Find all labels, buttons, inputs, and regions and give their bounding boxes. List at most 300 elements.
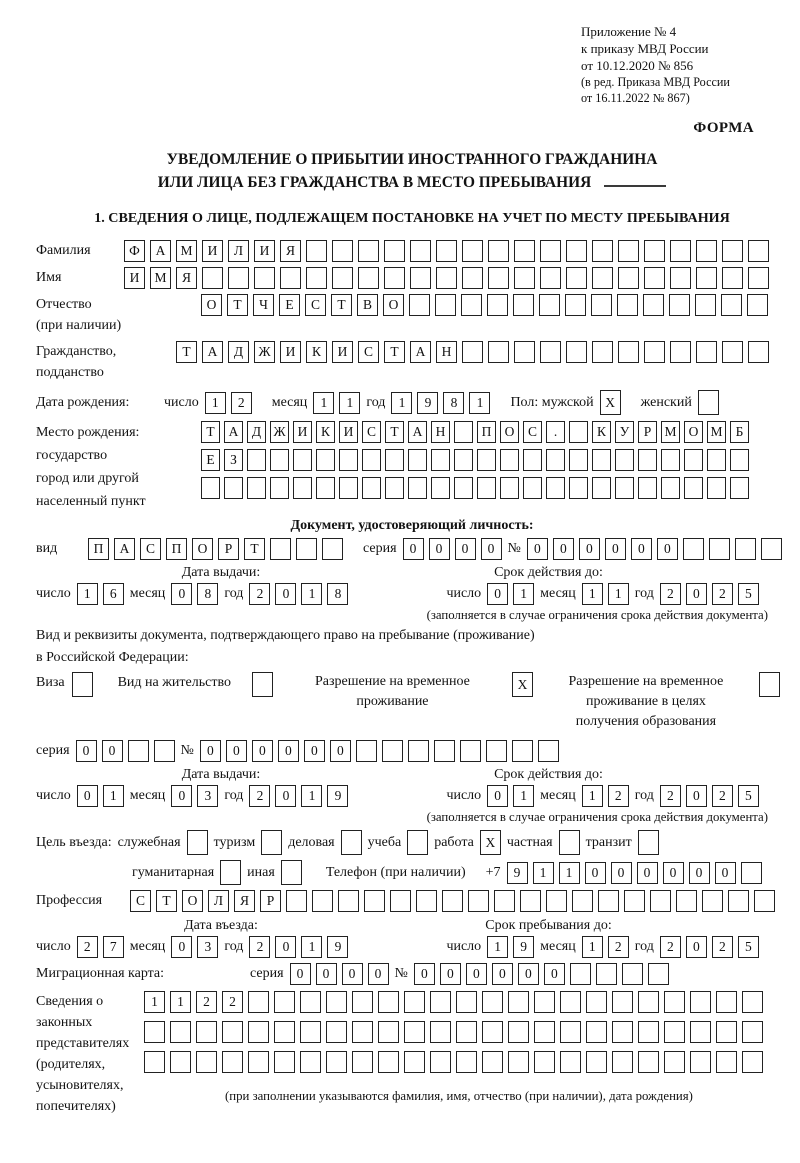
- char-box[interactable]: [500, 449, 519, 471]
- purpose-humanitarian-checkbox[interactable]: [220, 860, 241, 885]
- char-box[interactable]: [274, 1051, 295, 1073]
- char-box[interactable]: 0: [77, 785, 98, 807]
- char-box[interactable]: [664, 1021, 685, 1043]
- char-box[interactable]: Р: [260, 890, 281, 912]
- char-box[interactable]: И: [124, 267, 145, 289]
- char-box[interactable]: И: [339, 421, 358, 443]
- char-box[interactable]: [456, 1021, 477, 1043]
- char-box[interactable]: Л: [208, 890, 229, 912]
- char-box[interactable]: [410, 267, 431, 289]
- char-box[interactable]: [592, 341, 613, 363]
- char-box[interactable]: [390, 890, 411, 912]
- char-box[interactable]: [362, 477, 381, 499]
- char-box[interactable]: [612, 991, 633, 1013]
- char-box[interactable]: 2: [249, 785, 270, 807]
- char-box[interactable]: [538, 740, 559, 762]
- char-box[interactable]: 0: [403, 538, 424, 560]
- char-box[interactable]: 1: [301, 583, 322, 605]
- char-box[interactable]: М: [150, 267, 171, 289]
- char-box[interactable]: Н: [436, 341, 457, 363]
- char-box[interactable]: [534, 1051, 555, 1073]
- char-box[interactable]: 0: [304, 740, 325, 762]
- char-box[interactable]: [748, 240, 769, 262]
- char-box[interactable]: [358, 240, 379, 262]
- char-box[interactable]: Р: [218, 538, 239, 560]
- char-box[interactable]: 5: [738, 936, 759, 958]
- char-box[interactable]: [482, 991, 503, 1013]
- char-box[interactable]: [707, 449, 726, 471]
- char-box[interactable]: Б: [730, 421, 749, 443]
- char-box[interactable]: [358, 267, 379, 289]
- char-box[interactable]: [482, 1051, 503, 1073]
- char-box[interactable]: [690, 1021, 711, 1043]
- char-box[interactable]: К: [592, 421, 611, 443]
- char-box[interactable]: 3: [197, 785, 218, 807]
- char-box[interactable]: [534, 991, 555, 1013]
- char-box[interactable]: [730, 477, 749, 499]
- char-box[interactable]: Е: [279, 294, 300, 316]
- char-box[interactable]: [144, 1051, 165, 1073]
- char-box[interactable]: [741, 862, 762, 884]
- char-box[interactable]: [196, 1021, 217, 1043]
- char-box[interactable]: 1: [469, 392, 490, 414]
- char-box[interactable]: И: [332, 341, 353, 363]
- char-box[interactable]: [540, 240, 561, 262]
- char-box[interactable]: А: [408, 421, 427, 443]
- char-box[interactable]: [598, 890, 619, 912]
- char-box[interactable]: [761, 538, 782, 560]
- char-box[interactable]: 0: [275, 785, 296, 807]
- char-box[interactable]: [332, 267, 353, 289]
- char-box[interactable]: [385, 477, 404, 499]
- char-box[interactable]: [384, 267, 405, 289]
- char-box[interactable]: [508, 1051, 529, 1073]
- char-box[interactable]: [409, 294, 430, 316]
- char-box[interactable]: 8: [327, 583, 348, 605]
- char-box[interactable]: [670, 341, 691, 363]
- char-box[interactable]: [247, 449, 266, 471]
- char-box[interactable]: 0: [527, 538, 548, 560]
- char-box[interactable]: [482, 1021, 503, 1043]
- char-box[interactable]: С: [362, 421, 381, 443]
- char-box[interactable]: С: [140, 538, 161, 560]
- char-box[interactable]: [618, 267, 639, 289]
- char-box[interactable]: И: [280, 341, 301, 363]
- char-box[interactable]: 0: [200, 740, 221, 762]
- char-box[interactable]: Т: [244, 538, 265, 560]
- char-box[interactable]: [356, 740, 377, 762]
- char-box[interactable]: [462, 240, 483, 262]
- char-box[interactable]: 8: [443, 392, 464, 414]
- char-box[interactable]: [572, 890, 593, 912]
- char-box[interactable]: [546, 477, 565, 499]
- char-box[interactable]: [404, 1021, 425, 1043]
- char-box[interactable]: [592, 267, 613, 289]
- char-box[interactable]: [286, 890, 307, 912]
- char-box[interactable]: [520, 890, 541, 912]
- char-box[interactable]: 0: [76, 740, 97, 762]
- char-box[interactable]: [384, 240, 405, 262]
- char-box[interactable]: [565, 294, 586, 316]
- char-box[interactable]: Ч: [253, 294, 274, 316]
- char-box[interactable]: 5: [738, 785, 759, 807]
- char-box[interactable]: 1: [533, 862, 554, 884]
- char-box[interactable]: [468, 890, 489, 912]
- char-box[interactable]: 0: [487, 583, 508, 605]
- char-box[interactable]: [408, 449, 427, 471]
- char-box[interactable]: [592, 240, 613, 262]
- char-box[interactable]: 1: [608, 583, 629, 605]
- char-box[interactable]: 0: [605, 538, 626, 560]
- char-box[interactable]: А: [202, 341, 223, 363]
- char-box[interactable]: 0: [342, 963, 363, 985]
- char-box[interactable]: [540, 267, 561, 289]
- char-box[interactable]: 0: [368, 963, 389, 985]
- char-box[interactable]: Р: [638, 421, 657, 443]
- char-box[interactable]: [274, 1021, 295, 1043]
- char-box[interactable]: 0: [492, 963, 513, 985]
- char-box[interactable]: 0: [275, 936, 296, 958]
- char-box[interactable]: [638, 991, 659, 1013]
- char-box[interactable]: 1: [513, 785, 534, 807]
- char-box[interactable]: С: [130, 890, 151, 912]
- char-box[interactable]: [486, 740, 507, 762]
- char-box[interactable]: Л: [228, 240, 249, 262]
- char-box[interactable]: Я: [280, 240, 301, 262]
- char-box[interactable]: [128, 740, 149, 762]
- char-box[interactable]: 0: [102, 740, 123, 762]
- char-box[interactable]: [338, 890, 359, 912]
- char-box[interactable]: [592, 477, 611, 499]
- char-box[interactable]: [670, 240, 691, 262]
- char-box[interactable]: А: [410, 341, 431, 363]
- char-box[interactable]: [500, 477, 519, 499]
- char-box[interactable]: [644, 341, 665, 363]
- char-box[interactable]: [201, 477, 220, 499]
- char-box[interactable]: [570, 963, 591, 985]
- char-box[interactable]: [248, 1021, 269, 1043]
- char-box[interactable]: [332, 240, 353, 262]
- char-box[interactable]: [300, 1021, 321, 1043]
- char-box[interactable]: Ж: [254, 341, 275, 363]
- char-box[interactable]: 0: [290, 963, 311, 985]
- char-box[interactable]: [748, 267, 769, 289]
- char-box[interactable]: [690, 1051, 711, 1073]
- char-box[interactable]: [560, 1021, 581, 1043]
- char-box[interactable]: [280, 267, 301, 289]
- char-box[interactable]: 0: [689, 862, 710, 884]
- char-box[interactable]: [617, 294, 638, 316]
- char-box[interactable]: [436, 240, 457, 262]
- char-box[interactable]: [322, 538, 343, 560]
- purpose-transit-checkbox[interactable]: [638, 830, 659, 855]
- char-box[interactable]: [404, 991, 425, 1013]
- char-box[interactable]: [362, 449, 381, 471]
- char-box[interactable]: [352, 1051, 373, 1073]
- char-box[interactable]: [643, 294, 664, 316]
- char-box[interactable]: [431, 477, 450, 499]
- char-box[interactable]: 2: [712, 785, 733, 807]
- char-box[interactable]: [435, 294, 456, 316]
- char-box[interactable]: [306, 267, 327, 289]
- char-box[interactable]: [650, 890, 671, 912]
- char-box[interactable]: П: [477, 421, 496, 443]
- char-box[interactable]: [274, 991, 295, 1013]
- char-box[interactable]: О: [383, 294, 404, 316]
- char-box[interactable]: 2: [222, 991, 243, 1013]
- char-box[interactable]: [222, 1021, 243, 1043]
- char-box[interactable]: [684, 477, 703, 499]
- char-box[interactable]: О: [201, 294, 222, 316]
- char-box[interactable]: [316, 477, 335, 499]
- char-box[interactable]: [586, 1051, 607, 1073]
- char-box[interactable]: [454, 477, 473, 499]
- char-box[interactable]: [622, 963, 643, 985]
- char-box[interactable]: 0: [278, 740, 299, 762]
- char-box[interactable]: [716, 991, 737, 1013]
- char-box[interactable]: 0: [585, 862, 606, 884]
- char-box[interactable]: [430, 1021, 451, 1043]
- char-box[interactable]: [202, 267, 223, 289]
- char-box[interactable]: М: [661, 421, 680, 443]
- char-box[interactable]: Т: [156, 890, 177, 912]
- char-box[interactable]: [404, 1051, 425, 1073]
- char-box[interactable]: О: [684, 421, 703, 443]
- char-box[interactable]: [728, 890, 749, 912]
- char-box[interactable]: 0: [316, 963, 337, 985]
- char-box[interactable]: 0: [637, 862, 658, 884]
- char-box[interactable]: 6: [103, 583, 124, 605]
- char-box[interactable]: 0: [414, 963, 435, 985]
- char-box[interactable]: [661, 449, 680, 471]
- char-box[interactable]: 0: [275, 583, 296, 605]
- char-box[interactable]: 0: [455, 538, 476, 560]
- purpose-business-checkbox[interactable]: [341, 830, 362, 855]
- char-box[interactable]: [462, 341, 483, 363]
- char-box[interactable]: [378, 1021, 399, 1043]
- char-box[interactable]: [523, 477, 542, 499]
- char-box[interactable]: [615, 449, 634, 471]
- char-box[interactable]: 1: [301, 785, 322, 807]
- char-box[interactable]: [754, 890, 775, 912]
- char-box[interactable]: [539, 294, 560, 316]
- char-box[interactable]: [454, 421, 473, 443]
- char-box[interactable]: [293, 449, 312, 471]
- purpose-tourism-checkbox[interactable]: [261, 830, 282, 855]
- char-box[interactable]: 0: [171, 785, 192, 807]
- char-box[interactable]: 0: [686, 583, 707, 605]
- char-box[interactable]: [742, 1051, 763, 1073]
- char-box[interactable]: 2: [660, 785, 681, 807]
- char-box[interactable]: [702, 890, 723, 912]
- char-box[interactable]: В: [357, 294, 378, 316]
- char-box[interactable]: [664, 991, 685, 1013]
- char-box[interactable]: [270, 477, 289, 499]
- char-box[interactable]: Н: [431, 421, 450, 443]
- char-box[interactable]: [296, 538, 317, 560]
- char-box[interactable]: 1: [559, 862, 580, 884]
- char-box[interactable]: 0: [171, 936, 192, 958]
- char-box[interactable]: 2: [608, 936, 629, 958]
- char-box[interactable]: Ж: [270, 421, 289, 443]
- char-box[interactable]: [456, 991, 477, 1013]
- purpose-study-checkbox[interactable]: [407, 830, 428, 855]
- char-box[interactable]: [293, 477, 312, 499]
- char-box[interactable]: [248, 991, 269, 1013]
- char-box[interactable]: [707, 477, 726, 499]
- char-box[interactable]: [270, 538, 291, 560]
- char-box[interactable]: [508, 991, 529, 1013]
- char-box[interactable]: [312, 890, 333, 912]
- char-box[interactable]: 0: [579, 538, 600, 560]
- char-box[interactable]: [638, 477, 657, 499]
- char-box[interactable]: [742, 991, 763, 1013]
- char-box[interactable]: 1: [582, 936, 603, 958]
- char-box[interactable]: [664, 1051, 685, 1073]
- char-box[interactable]: [300, 1051, 321, 1073]
- char-box[interactable]: [442, 890, 463, 912]
- purpose-private-checkbox[interactable]: [559, 830, 580, 855]
- char-box[interactable]: А: [150, 240, 171, 262]
- char-box[interactable]: Ф: [124, 240, 145, 262]
- char-box[interactable]: [624, 890, 645, 912]
- char-box[interactable]: 5: [738, 583, 759, 605]
- char-box[interactable]: 0: [657, 538, 678, 560]
- char-box[interactable]: [546, 890, 567, 912]
- char-box[interactable]: П: [166, 538, 187, 560]
- char-box[interactable]: [722, 240, 743, 262]
- char-box[interactable]: [546, 449, 565, 471]
- char-box[interactable]: [196, 1051, 217, 1073]
- char-box[interactable]: Т: [331, 294, 352, 316]
- char-box[interactable]: [306, 240, 327, 262]
- char-box[interactable]: [270, 449, 289, 471]
- char-box[interactable]: С: [523, 421, 542, 443]
- char-box[interactable]: [721, 294, 742, 316]
- char-box[interactable]: [461, 294, 482, 316]
- char-box[interactable]: О: [182, 890, 203, 912]
- char-box[interactable]: Е: [201, 449, 220, 471]
- char-box[interactable]: 1: [582, 583, 603, 605]
- char-box[interactable]: [170, 1051, 191, 1073]
- char-box[interactable]: [648, 963, 669, 985]
- char-box[interactable]: [683, 538, 704, 560]
- char-box[interactable]: [596, 963, 617, 985]
- char-box[interactable]: 1: [391, 392, 412, 414]
- char-box[interactable]: [248, 1051, 269, 1073]
- char-box[interactable]: 0: [518, 963, 539, 985]
- char-box[interactable]: [462, 267, 483, 289]
- char-box[interactable]: Д: [228, 341, 249, 363]
- char-box[interactable]: [618, 341, 639, 363]
- char-box[interactable]: 0: [429, 538, 450, 560]
- char-box[interactable]: [514, 240, 535, 262]
- char-box[interactable]: П: [88, 538, 109, 560]
- char-box[interactable]: [569, 477, 588, 499]
- char-box[interactable]: [586, 991, 607, 1013]
- char-box[interactable]: 0: [440, 963, 461, 985]
- char-box[interactable]: У: [615, 421, 634, 443]
- char-box[interactable]: Т: [384, 341, 405, 363]
- char-box[interactable]: З: [224, 449, 243, 471]
- char-box[interactable]: 0: [686, 785, 707, 807]
- char-box[interactable]: [170, 1021, 191, 1043]
- char-box[interactable]: 0: [663, 862, 684, 884]
- purpose-official-checkbox[interactable]: [187, 830, 208, 855]
- char-box[interactable]: О: [192, 538, 213, 560]
- temp-residence-checkbox[interactable]: X: [512, 672, 533, 697]
- char-box[interactable]: К: [316, 421, 335, 443]
- char-box[interactable]: [638, 1021, 659, 1043]
- char-box[interactable]: [339, 449, 358, 471]
- char-box[interactable]: [154, 740, 175, 762]
- char-box[interactable]: [364, 890, 385, 912]
- char-box[interactable]: [224, 477, 243, 499]
- sex-male-checkbox[interactable]: X: [600, 390, 621, 415]
- char-box[interactable]: [326, 1021, 347, 1043]
- char-box[interactable]: 1: [77, 583, 98, 605]
- char-box[interactable]: [514, 341, 535, 363]
- char-box[interactable]: М: [176, 240, 197, 262]
- residence-permit-checkbox[interactable]: [252, 672, 273, 697]
- char-box[interactable]: К: [306, 341, 327, 363]
- char-box[interactable]: [615, 477, 634, 499]
- char-box[interactable]: [460, 740, 481, 762]
- char-box[interactable]: 0: [466, 963, 487, 985]
- char-box[interactable]: [534, 1021, 555, 1043]
- char-box[interactable]: [454, 449, 473, 471]
- char-box[interactable]: [456, 1051, 477, 1073]
- char-box[interactable]: [709, 538, 730, 560]
- char-box[interactable]: .: [546, 421, 565, 443]
- char-box[interactable]: [586, 1021, 607, 1043]
- char-box[interactable]: С: [358, 341, 379, 363]
- char-box[interactable]: 1: [582, 785, 603, 807]
- char-box[interactable]: [144, 1021, 165, 1043]
- char-box[interactable]: [378, 1051, 399, 1073]
- char-box[interactable]: [735, 538, 756, 560]
- visa-checkbox[interactable]: [72, 672, 93, 697]
- char-box[interactable]: 0: [330, 740, 351, 762]
- char-box[interactable]: 9: [417, 392, 438, 414]
- char-box[interactable]: [247, 477, 266, 499]
- char-box[interactable]: [644, 240, 665, 262]
- char-box[interactable]: А: [224, 421, 243, 443]
- char-box[interactable]: [487, 294, 508, 316]
- char-box[interactable]: 1: [313, 392, 334, 414]
- char-box[interactable]: 2: [196, 991, 217, 1013]
- char-box[interactable]: [316, 449, 335, 471]
- char-box[interactable]: [410, 240, 431, 262]
- char-box[interactable]: [430, 1051, 451, 1073]
- temp-residence-education-checkbox[interactable]: [759, 672, 780, 697]
- char-box[interactable]: 2: [712, 583, 733, 605]
- char-box[interactable]: 1: [339, 392, 360, 414]
- char-box[interactable]: [684, 449, 703, 471]
- char-box[interactable]: [566, 267, 587, 289]
- char-box[interactable]: [430, 991, 451, 1013]
- char-box[interactable]: [638, 449, 657, 471]
- char-box[interactable]: [696, 240, 717, 262]
- char-box[interactable]: [690, 991, 711, 1013]
- char-box[interactable]: 8: [197, 583, 218, 605]
- char-box[interactable]: 0: [252, 740, 273, 762]
- char-box[interactable]: [560, 1051, 581, 1073]
- char-box[interactable]: 0: [611, 862, 632, 884]
- char-box[interactable]: 3: [197, 936, 218, 958]
- char-box[interactable]: [382, 740, 403, 762]
- char-box[interactable]: [477, 477, 496, 499]
